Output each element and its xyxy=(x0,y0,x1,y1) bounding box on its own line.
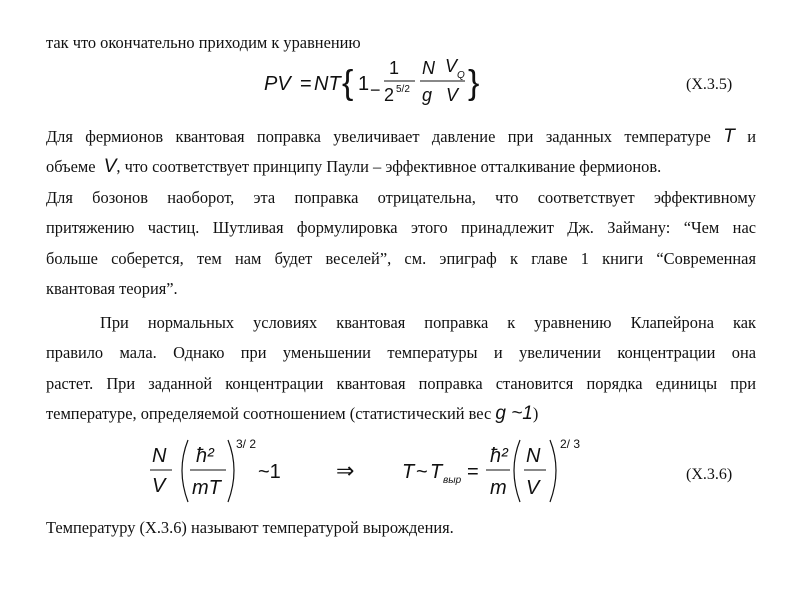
eq2-v: V xyxy=(152,475,166,497)
intro-line: так что окончательно приходим к уравнению xyxy=(46,33,361,52)
eq1-frac3-num: V xyxy=(445,56,458,76)
para1-line1: Для фермионов квантовая поправка увеличивает давление при заданных температуре T и xyxy=(46,126,757,147)
para1-line3: Для бозонов наоборот, эта поправка отрицательна, что соответствует эффективному xyxy=(46,188,756,207)
para1-line5: больше соберется, тем нам будет веселей”, см. эпиграф к главе 1 книги “Современная xyxy=(46,249,756,268)
equation-x-3-5 xyxy=(250,52,490,112)
eq2-exp2: 2/ 3 xyxy=(560,437,581,451)
eq2-implies-arrow: ⇒ xyxy=(336,458,355,483)
eq1-nt: NT xyxy=(314,73,341,95)
eq1-minus: − xyxy=(370,80,381,100)
eq1-frac2-den: g xyxy=(422,85,433,105)
para2-line2: правило мала. Однако при уменьшении температуры и увеличении концентрации она xyxy=(46,343,756,362)
eq1-lhs: PV xyxy=(264,73,291,95)
eq1-frac1-den: 2 xyxy=(384,85,395,105)
eq1-frac3-num-sub: Q xyxy=(457,70,465,81)
eq2-hbar2: ħ² xyxy=(196,445,214,467)
eq2-sim1: ~1 xyxy=(258,461,281,483)
eq2-n2: N xyxy=(526,445,541,467)
eq2-right-paren-2 xyxy=(550,440,556,502)
eq2-hbar2b: ħ² xyxy=(490,445,508,467)
eq2-n: N xyxy=(152,445,167,467)
final-line: Температуру (X.3.6) называют температурой вырождения. xyxy=(46,518,454,537)
eq1-frac1-num: 1 xyxy=(389,58,400,78)
eq2-right-paren xyxy=(228,440,234,502)
eq2-t: T xyxy=(402,461,415,483)
para2-line3: растет. При заданной концентрации квантовая поправка становится порядка единицы при xyxy=(46,374,756,393)
eq2-tdeg: T xyxy=(430,461,443,483)
para1-line6: квантовая теория”. xyxy=(46,279,178,298)
eq2-left-paren-2 xyxy=(514,440,520,502)
para1-line4: притяжению частиц. Шутливая формулировка этого принадлежит Дж. Займану: “Чем нас xyxy=(46,218,756,237)
para2-line1: При нормальных условиях квантовая поправка к уравнению Клапейрона как xyxy=(100,313,756,332)
eq2-number: (X.3.6) xyxy=(686,466,733,483)
eq1-frac2-num: N xyxy=(422,58,435,78)
eq2-exp1: 3/ 2 xyxy=(236,437,257,451)
eq1-one: 1 xyxy=(358,73,370,95)
eq2-v2: V xyxy=(526,477,540,499)
eq2-mt: mT xyxy=(192,477,221,499)
eq1-right-brace: } xyxy=(468,64,480,102)
equation-x-3-6 xyxy=(140,432,590,512)
eq2-sim2: ~ xyxy=(416,461,428,483)
para1-line2: объеме V, что соответствует принципу Паули – эффективное отталкивание фермионов. xyxy=(46,156,662,177)
eq2-m: m xyxy=(490,477,507,499)
eq1-frac1-den-exp: 5/2 xyxy=(396,84,410,95)
eq1-frac3-den: V xyxy=(446,85,459,105)
eq2-tdeg-sub: выр xyxy=(443,475,462,486)
eq1-left-brace: { xyxy=(342,64,354,102)
eq1-equals: = xyxy=(300,73,312,95)
para2-line4: температуре, определяемой соотношением (статистический вес g ~1) xyxy=(46,403,539,424)
eq2-equals: = xyxy=(467,461,479,483)
eq1-number: (X.3.5) xyxy=(686,76,733,93)
eq2-left-paren xyxy=(182,440,188,502)
